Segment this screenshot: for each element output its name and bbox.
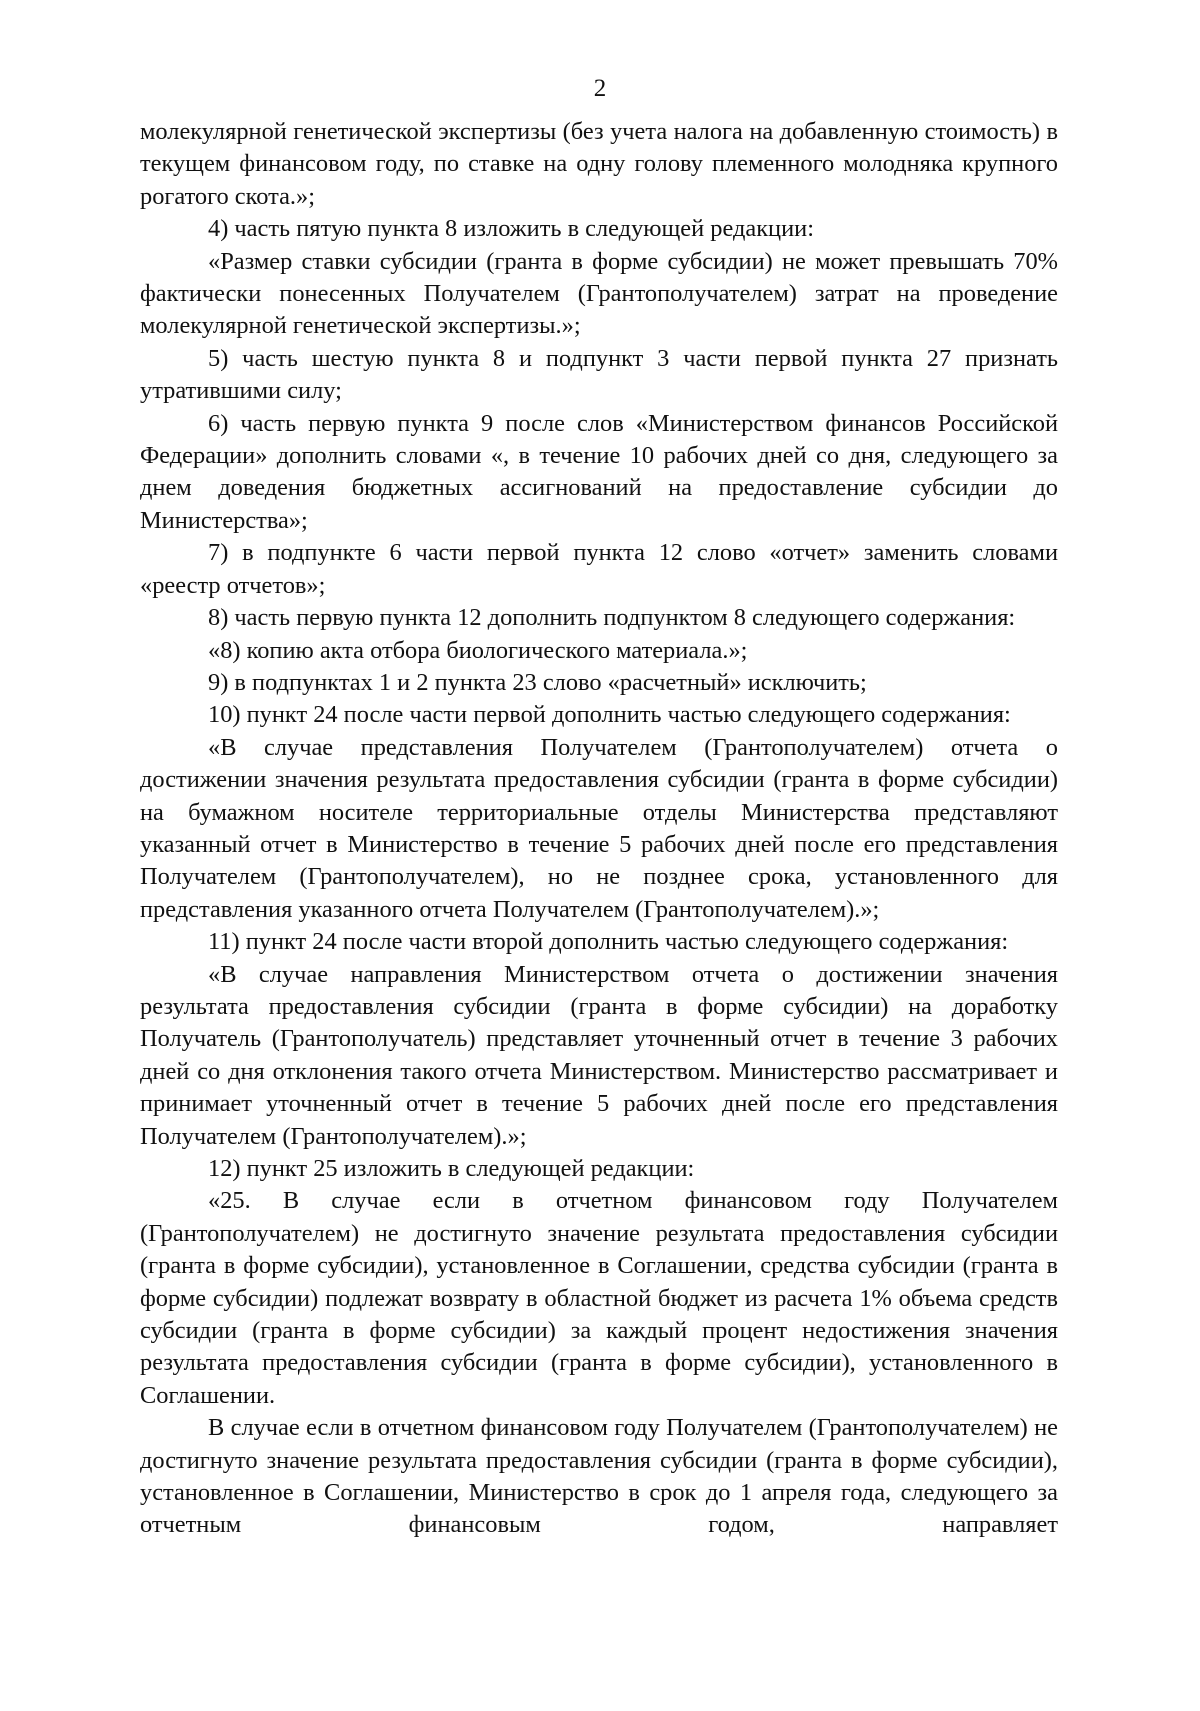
paragraph-item-10: 10) пункт 24 после части первой дополнить частью следующего содержания: [208, 701, 1011, 729]
paragraph-item-5: 5) часть шестую пункта 8 и подпункт 3 части первой пункта 27 признать утратившими силу; [140, 344, 1058, 405]
paragraph-item-9: 9) в подпунктах 1 и 2 пункта 23 слово «расчетный» исключить; [208, 668, 867, 696]
paragraph-quote-report-paper: «В случае представления Получателем (Грантополучателем) отчета о достижении значения результата предоставления субсидии (гранта в форме субсидии) на бумажном носителе территориальные отделы Министерства представляют указанный отчет в Министерство в течение 5 рабочих дней после его представления Получателем (Грантополучателем), но не позднее срока, установленного для представления указанного отчета Получателем (Грантополучателем).»; [140, 733, 1058, 923]
paragraph-item-6: 6) часть первую пункта 9 после слов «Министерством финансов Российской Федерации» дополнить словами «, в течение 10 рабочих дней со дня, следующего за днем доведения бюджетных ассигнований на предоставление субсидии до Министерства»; [140, 409, 1058, 534]
paragraph-item-8: 8) часть первую пункта 12 дополнить подпунктом 8 следующего содержания: [208, 604, 1016, 632]
paragraph-item-4: 4) часть пятую пункта 8 изложить в следующей редакции: [208, 215, 814, 243]
paragraph-item-25-part-2: В случае если в отчетном финансовом году Получателем (Грантополучателем) не достигнуто значение результата предоставления субсидии (гранта в форме субсидии), установленное в Соглашении, Министерство в срок до 1 апреля года, следующего за отчетным финансовым годом, направляет [140, 1414, 1058, 1539]
paragraph-item-11: 11) пункт 24 после части второй дополнить частью следующего содержания: [208, 928, 1009, 956]
paragraph-quote-report-revision: «В случае направления Министерством отчета о достижении значения результата предоставления субсидии (гранта в форме субсидии) на доработку Получатель (Грантополучатель) представляет уточненный отчет в течение 3 рабочих дней со дня отклонения такого отчета Министерством. Министерство рассматривает и принимает уточненный отчет в течение 5 рабочих дней после его представления Получателем (Грантополучателем).»; [140, 960, 1058, 1150]
document-body [140, 116, 1058, 1542]
paragraph-quote-act: «8) копию акта отбора биологического материала.»; [208, 636, 748, 664]
paragraph-quote-item-25: «25. В случае если в отчетном финансовом году Получателем (Грантополучателем) не достигнуто значение результата предоставления субсидии (гранта в форме субсидии), установленное в Соглашении, средства субсидии (гранта в форме субсидии) подлежат возврату в областной бюджет из расчета 1% объема средств субсидии (гранта в форме субсидии) за каждый процент недостижения значения результата предоставления субсидии (гранта в форме субсидии), установленного в Соглашении. [140, 1187, 1058, 1409]
paragraph-quote-rate: «Размер ставки субсидии (гранта в форме субсидии) не может превышать 70% фактически понесенных Получателем (Грантополучателем) затрат на проведение молекулярной генетической экспертизы.»; [140, 247, 1058, 340]
page-number: 2 [593, 75, 607, 102]
paragraph-item-12: 12) пункт 25 изложить в следующей редакции: [208, 1155, 695, 1182]
paragraph-item-7: 7) в подпункте 6 части первой пункта 12 слово «отчет» заменить словами «реестр отчетов»; [140, 539, 1058, 599]
paragraph-continuation: молекулярной генетической экспертизы (без учета налога на добавленную стоимость) в текущем финансовом году, по ставке на одну голову племенного молодняка крупного рогатого скота.»; [140, 118, 1058, 210]
